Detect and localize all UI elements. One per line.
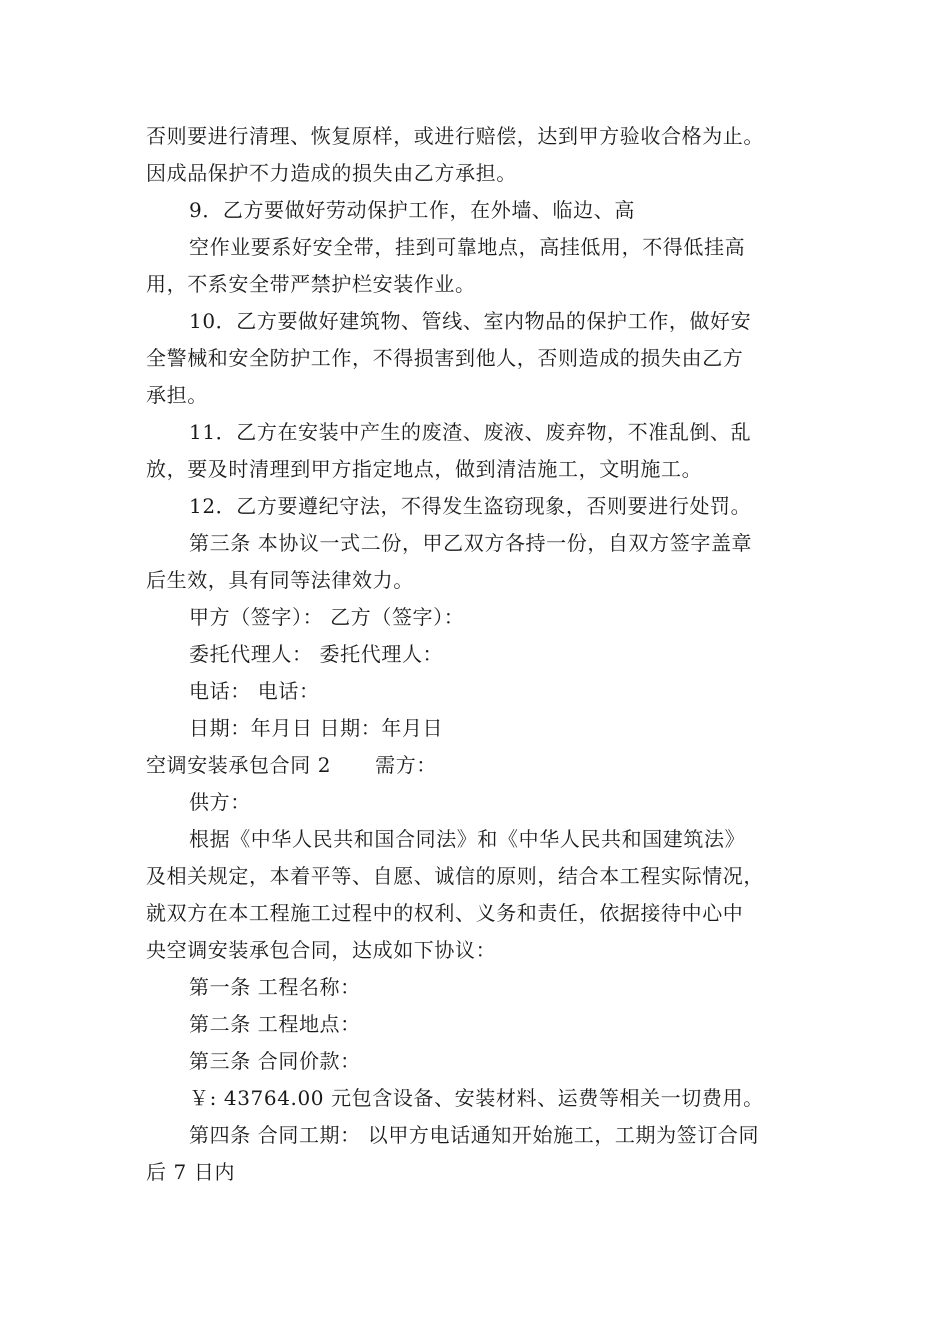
text-line: 11．乙方在安装中产生的废渣、废液、废弃物，不准乱倒、乱 [189, 420, 752, 444]
text-line: 承担。 [146, 383, 208, 407]
supplier-label: 供方： [189, 790, 251, 814]
article-four: 第四条 合同工期： 以甲方电话通知开始施工，工期为签订合同 [189, 1123, 760, 1147]
text-line: 全警械和安全防护工作，不得损害到他人，否则造成的损失由乙方 [146, 346, 744, 370]
text-line: 及相关规定，本着平等、自愿、诚信的原则，结合本工程实际情况， [146, 864, 764, 888]
text-line: 第三条 本协议一式二份，甲乙双方各持一份，自双方签字盖章 [189, 531, 753, 555]
signature-line-agents: 委托代理人： 委托代理人： [189, 642, 444, 666]
text-line: 放，要及时清理到甲方指定地点，做到清洁施工，文明施工。 [146, 457, 703, 481]
text-line: 后生效，具有同等法律效力。 [146, 568, 414, 592]
text-line: 否则要进行清理、恢复原样，或进行赔偿，达到甲方验收合格为止。 [146, 124, 764, 148]
text-line: 12．乙方要遵纪守法，不得发生盗窃现象，否则要进行处罚。 [189, 494, 752, 518]
signature-line-parties: 甲方（签字）： 乙方（签字）： [189, 605, 465, 629]
article-one: 第一条 工程名称： [189, 975, 361, 999]
contract-title: 空调安装承包合同 2 [146, 753, 332, 777]
signature-line-phone: 电话： 电话： [189, 679, 320, 703]
text-line: 10．乙方要做好建筑物、管线、室内物品的保护工作，做好安 [189, 309, 752, 333]
text-line: 9．乙方要做好劳动保护工作，在外墙、临边、高 [189, 198, 635, 222]
signature-line-date: 日期：年月日 日期：年月日 [189, 716, 444, 740]
text-line: 空作业要系好安全带，挂到可靠地点，高挂低用，不得低挂高 [189, 235, 746, 259]
text-line: 就双方在本工程施工过程中的权利、义务和责任，依据接待中心中 [146, 901, 744, 925]
article-three: 第三条 合同价款： [189, 1049, 361, 1073]
buyer-label: 需方： [375, 753, 437, 777]
text-line: 后 7 日内 [146, 1160, 236, 1184]
article-two: 第二条 工程地点： [189, 1012, 361, 1036]
text-line: 用，不系安全带严禁护栏安装作业。 [146, 272, 476, 296]
text-line: 根据《中华人民共和国合同法》和《中华人民共和国建筑法》 [189, 827, 746, 851]
contract-heading-line [146, 747, 826, 784]
text-line: 央空调安装承包合同，达成如下协议： [146, 938, 497, 962]
price-line: ￥: 43764.00 元包含设备、安装材料、运费等相关一切费用。 [189, 1086, 764, 1110]
text-line: 因成品保护不力造成的损失由乙方承担。 [146, 161, 517, 185]
